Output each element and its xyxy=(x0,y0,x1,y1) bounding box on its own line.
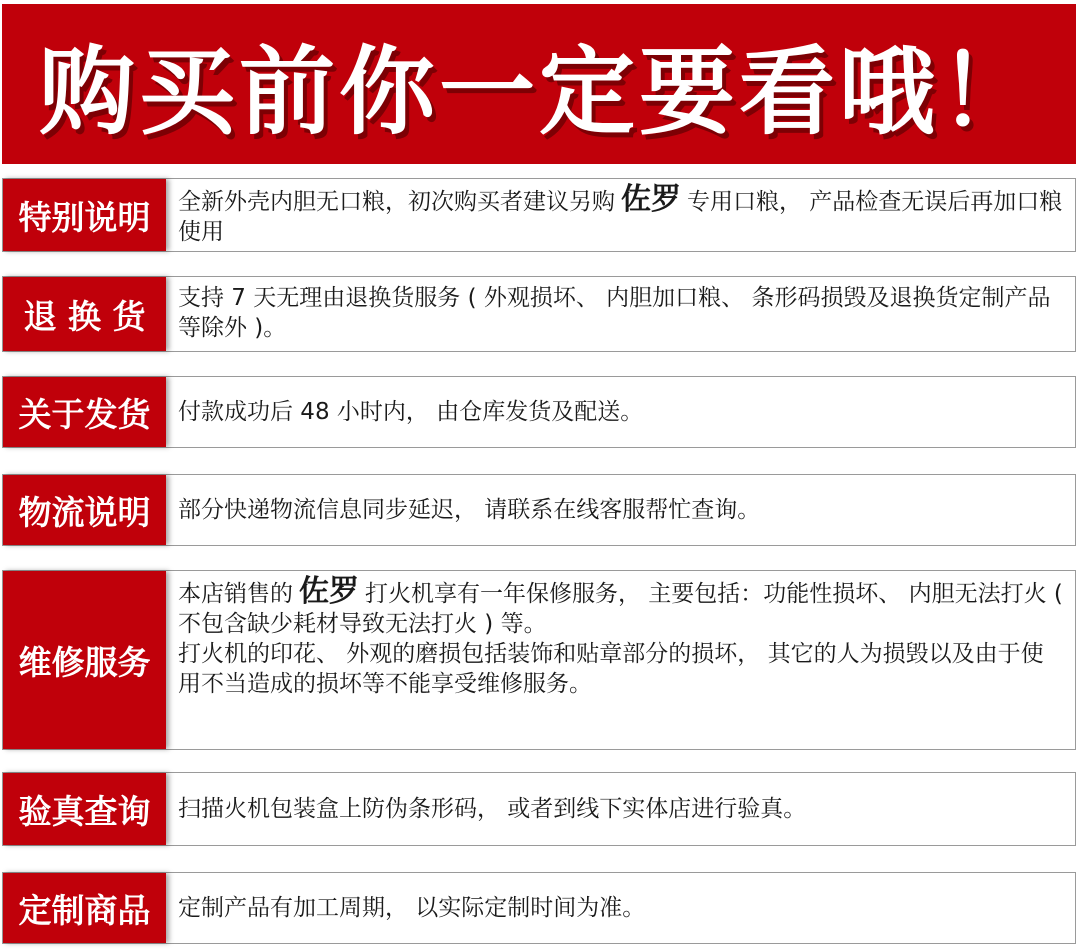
section-text-logistics: 部分快递物流信息同步延迟， 请联系在线客服帮忙查询。 xyxy=(178,497,761,523)
section-label-logistics: 物流说明 xyxy=(3,475,166,545)
section-text-shipping: 付款成功后 48 小时内， 由仓库发货及配送。 xyxy=(178,399,644,425)
repair-paragraph-2: 打火机的印花、 外观的磨损包括装饰和贴章部分的损坏， 其它的人为损毁以及由于使用不当造成的损坏等不能享受维修服务。 xyxy=(178,641,1044,697)
section-label-repair: 维修服务 xyxy=(3,571,166,749)
section-returns xyxy=(2,276,1076,352)
section-text-verify: 扫描火机包装盒上防伪条形码， 或者到线下实体店进行验真。 xyxy=(178,796,807,822)
header-banner xyxy=(2,4,1076,164)
section-logistics xyxy=(2,474,1076,546)
brand-name: 佐罗 xyxy=(299,574,359,609)
section-text-special: 全新外壳内胆无口粮，初次购买者建议另购 佐罗 专用口粮， 产品检查无误后再加口粮使用 xyxy=(178,182,1063,245)
section-text-repair xyxy=(166,571,1075,749)
section-special xyxy=(2,178,1076,252)
section-label-custom: 定制商品 xyxy=(3,873,166,943)
section-text-custom: 定制产品有加工周期， 以实际定制时间为准。 xyxy=(178,895,646,921)
section-repair xyxy=(2,570,1076,750)
section-label-returns: 退 换 货 xyxy=(3,277,166,351)
brand-name: 佐罗 xyxy=(621,182,681,217)
section-text-returns: 支持 7 天无理由退换货服务 ( 外观损坏、 内胆加口粮、 条形码损毁及退换货定制产品等除外 )。 xyxy=(178,285,1051,341)
page-title: 购买前你一定要看哦！ xyxy=(39,35,1039,148)
section-custom xyxy=(2,872,1076,944)
section-label-shipping: 关于发货 xyxy=(3,377,166,447)
section-verify xyxy=(2,772,1076,846)
section-label-verify: 验真查询 xyxy=(3,773,166,845)
section-label-special: 特别说明 xyxy=(3,179,166,251)
section-shipping xyxy=(2,376,1076,448)
repair-paragraph-1: 本店销售的 佐罗 打火机享有一年保修服务， 主要包括：功能性损坏、 内胆无法打火 ( 不包含缺少耗材导致无法打火 ) 等。 xyxy=(178,574,1063,637)
